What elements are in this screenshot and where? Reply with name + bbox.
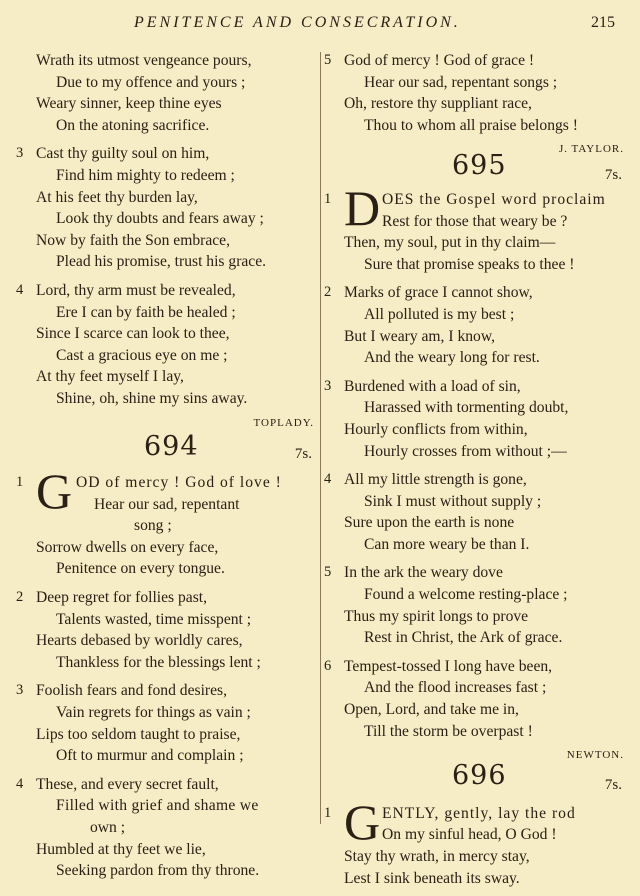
right-column — [324, 50, 624, 896]
stanza — [324, 656, 624, 742]
drop-cap: G — [344, 793, 381, 850]
hymn-line: Due to my offence and yours ; — [56, 73, 246, 91]
hymn-line: Sink I must without supply ; — [364, 492, 542, 510]
stanza-number: 3 — [16, 145, 24, 162]
drop-cap: D — [344, 179, 381, 236]
hymn-line: Ere I can by faith be healed ; — [56, 303, 236, 321]
hymn-line: Hourly crosses from without ;— — [364, 442, 567, 460]
hymn-line: Seeking pardon from thy throne. — [56, 862, 260, 880]
hymn-line: Lord, thy arm must be revealed, — [36, 281, 236, 299]
hymn-line: Tempest-tossed I long have been, — [344, 657, 553, 675]
hymn-line: Plead his promise, trust his grace. — [56, 253, 267, 271]
hymn-line: Sure that promise speaks to thee ! — [364, 255, 575, 273]
hymn-line: Rest in Christ, the Ark of grace. — [364, 629, 563, 647]
hymn-line: These, and every secret fault, — [36, 775, 219, 793]
hymn-line: Found a welcome resting-place ; — [364, 586, 568, 604]
hymn-line: Harassed with tormenting doubt, — [364, 399, 569, 417]
hymn-line: Oft to murmur and complain ; — [56, 747, 244, 765]
hymn-line: Cast a gracious eye on me ; — [56, 346, 228, 364]
stanza — [16, 680, 314, 766]
hymn-line: All my little strength is gone, — [344, 471, 527, 489]
hymn-line: own ; — [90, 819, 126, 836]
stanza — [324, 469, 624, 555]
hymn-line: Wrath its utmost vengeance pours, — [36, 52, 252, 69]
hymn-line: Can more weary be than I. — [364, 535, 530, 553]
stanza-number: 4 — [16, 775, 24, 792]
hymn-line: Rest for those that weary be ? — [382, 212, 568, 230]
running-title: PENITENCE AND CONSECRATION. — [134, 14, 461, 31]
hymn-line: Filled with grief and shame we — [56, 797, 259, 815]
hymn-line: Sorrow dwells on every face, — [36, 538, 219, 556]
stanza-number: 1 — [16, 474, 24, 491]
hymn-meter: 7s. — [604, 166, 622, 183]
hymn-number: 696 — [452, 759, 507, 791]
hymn-line: Deep regret for follies past, — [36, 589, 208, 607]
hymn-line: On the atoning sacrifice. — [56, 116, 210, 134]
hymn-694-stanza-1 — [16, 463, 314, 580]
attribution-taylor: J. TAYLOR. — [558, 143, 624, 156]
hymn-line: Hearts debased by worldly cares, — [36, 632, 243, 650]
hymn-line: God of mercy ! God of grace ! — [344, 52, 535, 69]
stanza-number: 1 — [324, 190, 332, 207]
left-column — [16, 50, 314, 889]
hymn-line: Penitence on every tongue. — [56, 560, 225, 578]
column-divider — [320, 52, 321, 824]
hymn-line: Sure upon the earth is none — [344, 514, 515, 532]
stanza-number: 2 — [16, 589, 24, 606]
stanza — [16, 587, 314, 673]
hymn-695-stanza-1 — [324, 179, 624, 275]
hymn-696-stanza-1 — [324, 793, 624, 889]
stanza — [324, 376, 624, 462]
hymn-line: Lips too seldom taught to praise, — [36, 725, 241, 743]
stanza-number: 2 — [324, 284, 332, 301]
hymn-line: Look thy doubts and fears away ; — [56, 210, 264, 228]
hymn-line: Stay thy wrath, in mercy stay, — [344, 848, 530, 865]
hymn-line: Talents wasted, time misspent ; — [56, 610, 252, 628]
hymn-line: Hear our sad, repentant — [94, 495, 240, 513]
hymn-meter: 7s. — [604, 776, 622, 793]
attribution-newton: NEWTON. — [566, 749, 624, 762]
stanza — [324, 562, 624, 648]
hymn-line: Till the storm be overpast ! — [364, 722, 533, 740]
stanza — [16, 280, 314, 410]
hymn-line: And the flood increases fast ; — [364, 679, 547, 697]
hymn-line: At thy feet myself I lay, — [36, 368, 184, 386]
hymn-line: song ; — [134, 517, 172, 535]
stanza — [324, 282, 624, 368]
hymn-line: Burdened with a load of sin, — [344, 377, 521, 395]
hymn-line: But I weary am, I know, — [344, 327, 495, 345]
drop-cap: G — [36, 463, 73, 520]
stanza — [16, 143, 314, 273]
stanza-number: 1 — [324, 804, 332, 821]
stanza — [16, 50, 314, 136]
hymn-line: Marks of grace I cannot show, — [344, 284, 533, 302]
hymn-line: OES the Gospel word proclaim — [382, 190, 606, 208]
hymn-line: Then, my soul, put in thy claim— — [344, 234, 556, 252]
stanza — [16, 774, 314, 882]
hymn-line: Shine, oh, shine my sins away. — [56, 389, 248, 407]
hymn-line: Find him mighty to redeem ; — [56, 166, 235, 184]
hymn-meter: 7s. — [294, 446, 312, 463]
hymn-line: Foolish fears and fond desires, — [36, 682, 227, 700]
attribution-toplady: TOPLADY. — [253, 416, 314, 429]
hymn-line: Vain regrets for things as vain ; — [56, 704, 251, 722]
hymn-line: Thou to whom all praise belongs ! — [364, 116, 578, 134]
hymn-number: 695 — [452, 149, 507, 181]
stanza-number: 5 — [324, 564, 332, 581]
hymn-number: 694 — [144, 431, 199, 463]
hymn-line: Since I scarce can look to thee, — [36, 325, 230, 343]
hymn-line: Weary sinner, keep thine eyes — [36, 95, 222, 113]
hymn-line: Now by faith the Son embrace, — [36, 231, 231, 249]
stanza-number: 3 — [16, 682, 24, 699]
hymn-line: In the ark the weary dove — [344, 564, 503, 582]
stanza-number: 5 — [324, 52, 332, 68]
stanza-number: 6 — [324, 657, 332, 674]
hymn-line: ENTLY, gently, lay the rod — [382, 804, 576, 822]
hymn-line: On my sinful head, O God ! — [382, 826, 557, 844]
page-number: 215 — [591, 14, 615, 31]
hymn-line: Hourly conflicts from within, — [344, 420, 528, 438]
hymn-line: And the weary long for rest. — [364, 349, 540, 367]
stanza-number: 4 — [324, 471, 332, 488]
hymn-line: Open, Lord, and take me in, — [344, 701, 519, 719]
hymn-line: Oh, restore thy suppliant race, — [344, 95, 532, 113]
hymn-line: Cast thy guilty soul on him, — [36, 145, 210, 163]
hymn-line: Humbled at thy feet we lie, — [36, 840, 206, 858]
hymn-line: Hear our sad, repentant songs ; — [364, 73, 558, 91]
hymn-line: All polluted is my best ; — [364, 305, 515, 323]
hymn-line: Thankless for the blessings lent ; — [56, 653, 261, 671]
hymn-line: Thus my spirit longs to prove — [344, 607, 529, 625]
stanza-number: 3 — [324, 377, 332, 394]
running-head — [0, 14, 640, 38]
hymn-line: Lest I sink beneath its sway. — [344, 869, 520, 887]
hymn-line: At his feet thy burden lay, — [36, 188, 198, 206]
hymn-line: OD of mercy ! God of love ! — [76, 474, 282, 492]
stanza — [324, 50, 624, 136]
stanza-number: 4 — [16, 281, 24, 298]
